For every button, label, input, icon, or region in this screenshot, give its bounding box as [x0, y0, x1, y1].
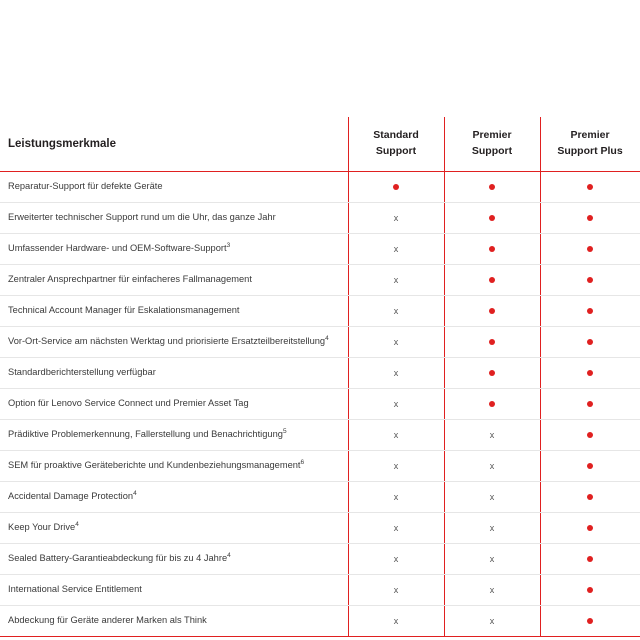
table-row — [0, 233, 640, 264]
plan-name-line1: Standard — [373, 129, 419, 141]
included-dot-icon — [540, 264, 640, 295]
red-dot-icon — [489, 308, 495, 314]
red-dot-icon — [587, 432, 593, 438]
plan-name-line1: Premier — [472, 129, 512, 141]
red-dot-icon — [587, 308, 593, 314]
not-included-x-mark: x — [444, 574, 540, 605]
included-dot-icon — [540, 171, 640, 202]
feature-label: Standardberichterstellung verfügbar — [0, 357, 348, 388]
column-header-features: Leistungsmerkmale — [0, 117, 348, 171]
included-dot-icon — [444, 202, 540, 233]
not-included-x-mark: x — [348, 419, 444, 450]
not-included-x-mark: x — [348, 512, 444, 543]
red-dot-icon — [587, 339, 593, 345]
included-dot-icon — [444, 357, 540, 388]
not-included-x-mark: x — [444, 419, 540, 450]
feature-label: Vor-Ort-Service am nächsten Werktag und priorisierte Ersatzteilbereitstellung$^4$ — [0, 326, 348, 357]
not-included-x-mark: x — [444, 481, 540, 512]
table-header — [0, 117, 640, 171]
feature-label: Technical Account Manager für Eskalationsmanagement — [0, 295, 348, 326]
included-dot-icon — [540, 543, 640, 574]
included-dot-icon — [444, 171, 540, 202]
feature-label: Keep Your Drive$^4$ — [0, 512, 348, 543]
included-dot-icon — [444, 264, 540, 295]
included-dot-icon — [540, 512, 640, 543]
footnote-marker: 4 — [227, 551, 231, 559]
feature-label: Prädiktive Problemerkennung, Fallerstellung und Benachrichtigung$^5$ — [0, 419, 348, 450]
not-included-x-mark: x — [348, 388, 444, 419]
table-row — [0, 202, 640, 233]
not-included-x-mark: x — [348, 202, 444, 233]
not-included-x-mark: x — [348, 450, 444, 481]
feature-label: SEM für proaktive Geräteberichte und Kundenbeziehungsmanagement$^6$ — [0, 450, 348, 481]
included-dot-icon — [444, 388, 540, 419]
red-dot-icon — [587, 556, 593, 562]
feature-label: Erweiterter technischer Support rund um die Uhr, das ganze Jahr — [0, 202, 348, 233]
red-dot-icon — [587, 246, 593, 252]
included-dot-icon — [540, 450, 640, 481]
not-included-x-mark: x — [444, 450, 540, 481]
table-row — [0, 388, 640, 419]
table-row — [0, 543, 640, 574]
table-row — [0, 419, 640, 450]
table-row — [0, 264, 640, 295]
table-row — [0, 512, 640, 543]
red-dot-icon — [489, 277, 495, 283]
red-dot-icon — [393, 184, 399, 190]
footnote-marker: 3 — [226, 241, 231, 249]
included-dot-icon — [444, 326, 540, 357]
column-header-standard-support — [348, 117, 444, 171]
table-row — [0, 450, 640, 481]
table-row — [0, 295, 640, 326]
not-included-x-mark: x — [348, 481, 444, 512]
feature-label: Sealed Battery-Garantieabdeckung für bis zu 4 Jahre$^4$ — [0, 543, 348, 574]
feature-label: Option für Lenovo Service Connect und Premier Asset Tag — [0, 388, 348, 419]
footnote-marker: 4 — [75, 520, 79, 528]
feature-label: Zentraler Ansprechpartner für einfacheres Fallmanagement — [0, 264, 348, 295]
included-dot-icon — [540, 388, 640, 419]
feature-comparison-table-wrapper — [0, 117, 640, 637]
feature-label: International Service Entitlement — [0, 574, 348, 605]
not-included-x-mark: x — [348, 264, 444, 295]
included-dot-icon — [540, 233, 640, 264]
not-included-x-mark: x — [348, 326, 444, 357]
included-dot-icon — [540, 605, 640, 636]
red-dot-icon — [587, 277, 593, 283]
not-included-x-mark: x — [444, 512, 540, 543]
column-header-premier-support-plus — [540, 117, 640, 171]
footnote-marker: 6 — [300, 458, 305, 466]
table-row — [0, 171, 640, 202]
feature-label: Abdeckung für Geräte anderer Marken als Think — [0, 605, 348, 636]
feature-label: Umfassender Hardware- und OEM-Software-Support$^3$ — [0, 233, 348, 264]
table-body — [0, 171, 640, 636]
plan-name-line2: Support — [375, 144, 417, 157]
red-dot-icon — [489, 401, 495, 407]
column-header-premier-support — [444, 117, 540, 171]
red-dot-icon — [587, 463, 593, 469]
red-dot-icon — [489, 246, 495, 252]
included-dot-icon — [540, 295, 640, 326]
feature-label: Accidental Damage Protection$^4$ — [0, 481, 348, 512]
included-dot-icon — [540, 357, 640, 388]
footnote-marker: 5 — [282, 427, 287, 435]
plan-name-line1: Premier — [570, 129, 610, 141]
table-row — [0, 574, 640, 605]
footnote-marker: 4 — [133, 489, 137, 497]
red-dot-icon — [489, 215, 495, 221]
not-included-x-mark: x — [444, 543, 540, 574]
feature-label: Reparatur-Support für defekte Geräte — [0, 171, 348, 202]
included-dot-icon — [348, 171, 444, 202]
table-row — [0, 605, 640, 636]
not-included-x-mark: x — [348, 233, 444, 264]
not-included-x-mark: x — [348, 574, 444, 605]
red-dot-icon — [587, 494, 593, 500]
not-included-x-mark: x — [348, 543, 444, 574]
not-included-x-mark: x — [348, 357, 444, 388]
not-included-x-mark: x — [348, 605, 444, 636]
footnote-marker: 4 — [325, 334, 329, 342]
included-dot-icon — [540, 202, 640, 233]
not-included-x-mark: x — [444, 605, 540, 636]
table-header-row — [0, 117, 640, 171]
table-row — [0, 481, 640, 512]
included-dot-icon — [540, 481, 640, 512]
included-dot-icon — [540, 419, 640, 450]
feature-comparison-table — [0, 117, 640, 637]
red-dot-icon — [489, 184, 495, 190]
not-included-x-mark: x — [348, 295, 444, 326]
included-dot-icon — [540, 326, 640, 357]
red-dot-icon — [489, 339, 495, 345]
table-row — [0, 326, 640, 357]
red-dot-icon — [489, 370, 495, 376]
red-dot-icon — [587, 587, 593, 593]
included-dot-icon — [444, 233, 540, 264]
included-dot-icon — [444, 295, 540, 326]
red-dot-icon — [587, 215, 593, 221]
table-row — [0, 357, 640, 388]
included-dot-icon — [540, 574, 640, 605]
red-dot-icon — [587, 618, 593, 624]
plan-name-line2: Support Plus — [557, 144, 623, 157]
red-dot-icon — [587, 184, 593, 190]
red-dot-icon — [587, 370, 593, 376]
plan-name-line2: Support — [471, 144, 513, 157]
red-dot-icon — [587, 401, 593, 407]
red-dot-icon — [587, 525, 593, 531]
